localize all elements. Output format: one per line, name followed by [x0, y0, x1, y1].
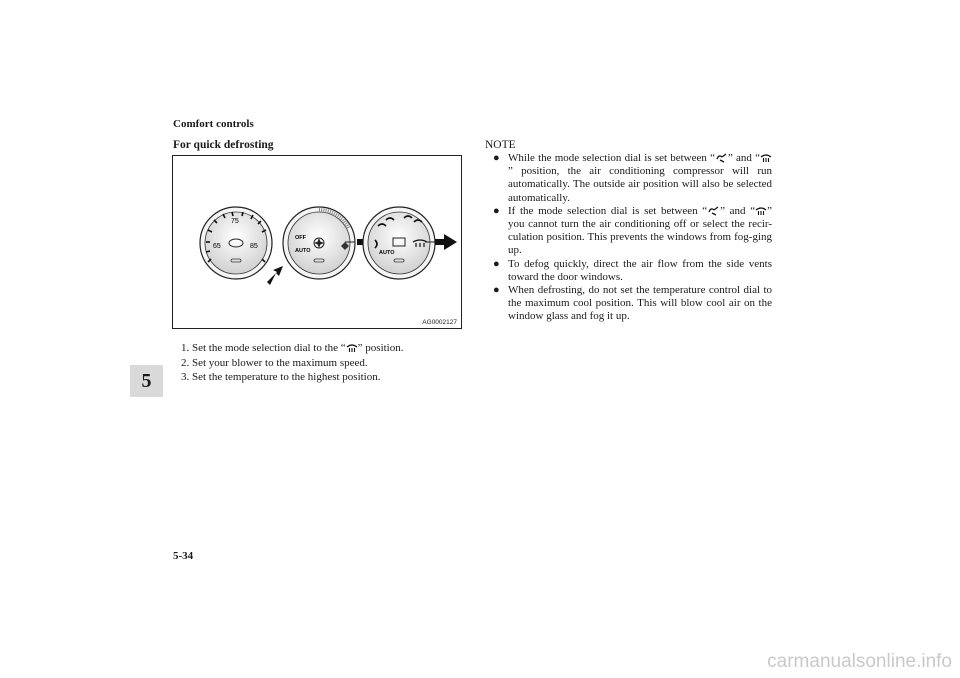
defrost-mode-icon [346, 343, 358, 353]
note-list [493, 152, 772, 324]
defrost-mode-icon [755, 206, 767, 216]
page-header: Comfort controls [173, 118, 254, 130]
bullet-icon: ● [493, 152, 500, 164]
mode-auto-label: AUTO [379, 250, 395, 256]
section-title: For quick defrosting [173, 139, 274, 151]
watermark: carmanualsonline.info [767, 651, 952, 672]
note-heading: NOTE [485, 139, 516, 151]
fan-speed-dial [283, 207, 355, 279]
mode-arrow-icon [435, 234, 457, 250]
temp-label-mid: 75 [231, 218, 239, 225]
bullet-icon: ● [493, 284, 500, 297]
note-item-3: ● To defog quickly, direct the air flow from the side vents toward the door windows. [493, 257, 772, 283]
bullet-icon: ● [493, 204, 500, 217]
step-2: 2. Set your blower to the maximum speed. [181, 356, 368, 369]
note-item-4: ● When defrosting, do not set the temperature control dial to the maximum cool position. This will blow cool air on the window glass and fog it up. [493, 284, 772, 323]
defrost-mode-icon [760, 153, 772, 163]
page-number: 5-34 [173, 550, 194, 562]
floor-defrost-icon [707, 206, 720, 216]
steps-list [181, 341, 404, 385]
floor-defrost-icon [715, 153, 728, 163]
climate-control-figure [172, 155, 462, 329]
temperature-arrow-icon [267, 266, 283, 285]
step-3: 3. Set the temperature to the highest position. [181, 371, 381, 383]
fan-auto-label: AUTO [295, 248, 311, 254]
temperature-dial [200, 207, 272, 279]
chapter-tab: 5 [130, 365, 163, 397]
note-item-1: ● While the mode selection dial is set between “ ” and “” position, the air conditioning compressor will run automatically. The outside air position will also be selected automatically. [493, 152, 772, 204]
figure-id: AG0002127 [422, 319, 457, 326]
climate-panel-illustration [173, 156, 461, 328]
note-item-2: ● If the mode selection dial is set between “ ” and “ ” you cannot turn the air conditioning off or select the recir-culation position. This prevents the windows from fog-ging up. [493, 204, 772, 257]
bullet-icon: ● [493, 257, 500, 270]
fan-off-label: OFF [295, 235, 306, 241]
temp-label-high: 85 [250, 243, 258, 250]
step-1: 1. Set the mode selection dial to the “ ” position. [181, 342, 404, 354]
temp-label-low: 65 [213, 243, 221, 250]
mode-selection-dial [363, 207, 435, 279]
